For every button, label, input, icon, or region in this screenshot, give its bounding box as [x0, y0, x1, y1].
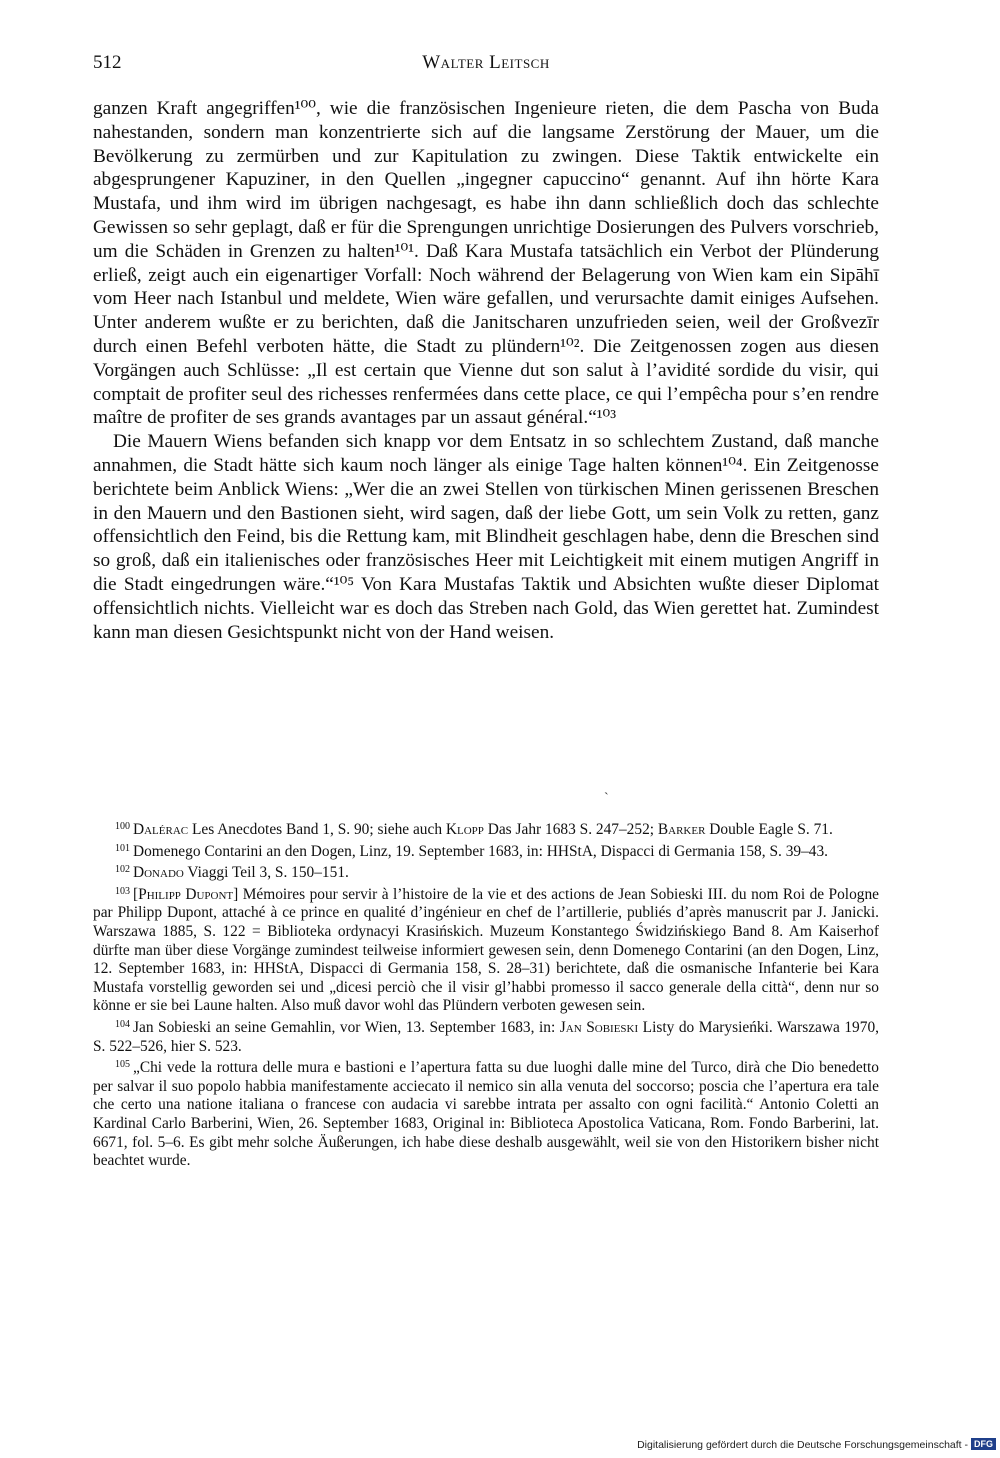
- footnote: $^{105}$ „Chi vede la rottura delle mura e bastioni e l’apertura fatta su due luoghi dalle mine del Turco, dirà che Dio benedetto per salvar il suo popolo habbia manifestamente acciecato il nemico sin alla venuta del soccorso; poscia che l’apertura era tale che certo una natione italiana o francese con audacia vi sarebbe intrata per assalto con ogni facilità.“ Antonio Coletti an Kardinal Carlo Barberini, Wien, 26. September 1683, Original in: Biblioteca Apostolica Vaticana, Rom. Fondo Barberini, lat. 6671, fol. 5–6. Es gibt mehr solche Äußerungen, ich habe diese deshalb ausgewählt, weil sie von den Historikern bisher nicht beachtet wurde.: [93, 1059, 879, 1170]
- stray-mark: `: [604, 791, 609, 806]
- body-paragraph: Die Mauern Wiens befanden sich knapp vor dem Entsatz in so schlechtem Zustand, daß manche annahmen, die Stadt hätte sich kaum noch länger als einige Tage halten können¹⁰⁴. Ein Zeitgenosse berichtete beim Anblick Wiens: „Wer die an zwei Stellen von türkischen Minen gerissenen Breschen in den Mauern und den Bastionen sieht, wird sagen, daß der liebe Gott, um sein Volk zu retten, ganz offensichtlich den Feind, bis die Rettung kam, mit Blindheit geschlagen habe, denn die Breschen sind so groß, daß ein italienisches oder französisches Heer mit Leichtigkeit mit einem mutigen Angriff in die Stadt eingedrungen wäre.“¹⁰⁵ Von Kara Mustafas Taktik und Absichten wußte dieser Diplomat offensichtlich nichts. Vielleicht war es doch das Streben nach Gold, das Wien gerettet hat. Zumindest kann man diesen Gesichtspunkt nicht von der Hand weisen.: [93, 431, 879, 643]
- body-paragraph: ganzen Kraft angegriffen¹⁰⁰, wie die französischen Ingenieure rieten, die dem Pascha von Buda nahestanden, sondern man konzentrierte sich auf die langsame Zerstörung der Mauer, um die Bevölkerung zu zermürben und zur Kapitulation zu zwingen. Diese Taktik entwickelte ein abgesprungener Kapuziner, in den Quellen „ingegner capuccino“ genannt. Auf ihn hörte Kara Mustafa, und ihm wird im übrigen nachgesagt, es habe ihn dann schließlich doch das schlechte Gewissen so sehr geplagt, daß er für die Sprengungen unrichtige Dosierungen des Pulvers vorschrieb, um die Schäden in Grenzen zu halten¹⁰¹. Daß Kara Mustafa tatsächlich ein Verbot der Plünderung erließ, zeigt auch ein eigenartiger Vorfall: Noch während der Belagerung von Wien kam ein Sipāhī vom Heer nach Istanbul und meldete, Wien wäre gefallen, und verursachte damit einiges Aufsehen. Unter anderem wußte er zu berichten, daß die Janitscharen unzufrieden seien, weil der Großvezīr durch einen Befehl verboten hätte, die Stadt zu plündern¹⁰². Die Zeitgenossen zogen aus diesen Vorgängen auch Schlüsse: „Il est certain que Vienne dut son salut à l’avidité sordide du visir, qui comptait de profiter seul des richesses renfermées dans cette place, ce qui l’empêcha pour s’en rendre maître de profiter de ses grands avantages par un assaut général.“¹⁰³: [93, 98, 879, 429]
- page-number: 512: [93, 52, 122, 73]
- funding-text: Digitalisierung gefördert durch die Deutsche Forschungsgemeinschaft -: [637, 1439, 968, 1451]
- footnote-number: 105: [115, 1059, 130, 1071]
- running-head: Walter Leitsch: [422, 52, 550, 73]
- footnote-number: 102: [115, 864, 130, 876]
- funding-note: [637, 1438, 996, 1451]
- footnote-number: 101: [115, 842, 130, 854]
- footnote: $^{103}$ [Philipp Dupont] Mémoires pour servir à l’histoire de la vie et des actions de Jean Sobieski III. du nom Roi de Pologne par Philipp Dupont, attaché à ce prince en qualité d’ingénieur en chef de l’artillerie, publiés d’après manuscrit par J. Janicki. Warszawa 1885, S. 122 = Biblioteka ordynacyi Krasińskich. Muzeum Konstantego Świdzińskiego Band 8. Am Kaiserhof dürfte man über diese Vorgänge zumindest teilweise informiert gewesen sein, denn Domenego Contarini (an den Dogen, Linz, 12. September 1683, in: HHStA, Dispacci di Germania 158, S. 28–31) berichtete, daß die osmanische Infanterie bei Kara Mustafa vorstellig geworden sei und „dicesi perciò che il visir gl’habbi promesso il sacco generale della città“, denn nur so könne er sie bei Laune halten. Also muß davor wohl das Plündern verboten gewesen sein.: [93, 885, 879, 1015]
- footnote: $^{104}$ Jan Sobieski an seine Gemahlin, vor Wien, 13. September 1683, in: Jan Sobieski Listy do Marysieńki. Warszawa 1970, S. 522–526, hier S. 523.: [93, 1018, 879, 1055]
- footnote-number: 103: [115, 885, 130, 897]
- footnote-number: 100: [115, 821, 130, 832]
- footnotes: [93, 818, 879, 1171]
- page-header: [93, 52, 879, 76]
- footnote-number: 104: [115, 1018, 130, 1030]
- footnote: $^{102}$ Donado Viaggi Teil 3, S. 150–151.: [115, 864, 349, 882]
- footnote: $^{101}$ Domenego Contarini an den Dogen, Linz, 19. September 1683, in: HHStA, Dispacci di Germania 158, S. 39–43.: [115, 842, 829, 860]
- dfg-logo: DFG: [971, 1438, 996, 1450]
- footnote: $^{100}$ Dalérac Les Anecdotes Band 1, S. 90; siehe auch Klopp Das Jahr 1683 S. 247–252; Barker Double Eagle S. 71.: [115, 821, 833, 838]
- main-text: [93, 97, 879, 644]
